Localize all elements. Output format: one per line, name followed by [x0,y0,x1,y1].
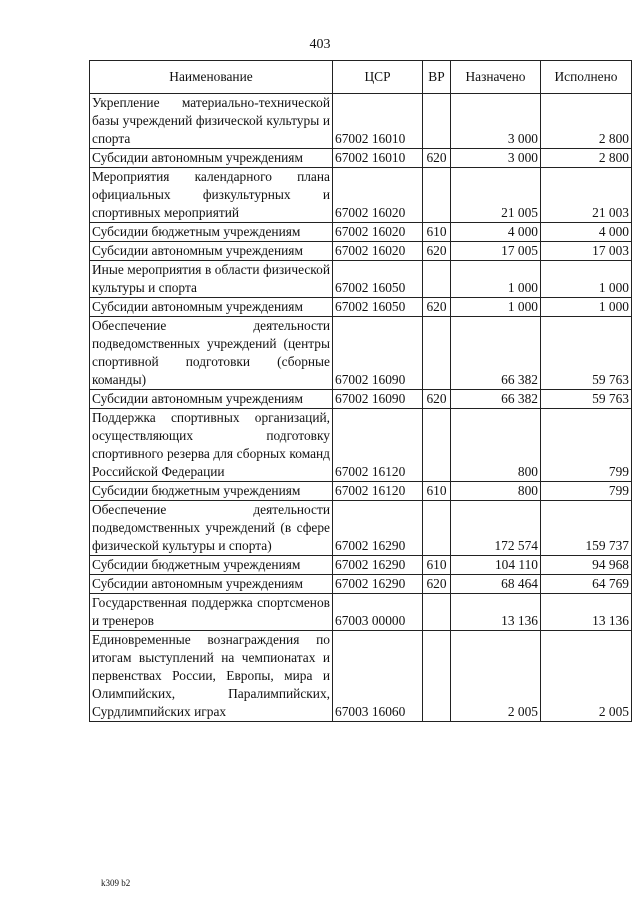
row-name: Единовременные вознаграждения по итогам выступлений на чемпионатах и первенствах России, Европы, мира и Олимпийских, Паралимпийских, Сурдлимпийских играх [90,631,333,722]
row-planned: 2 005 [451,631,541,722]
row-csr: 67002 16290 [333,501,423,556]
row-executed: 799 [541,482,632,501]
row-name: Субсидии бюджетным учреждениям [90,223,333,242]
row-name: Субсидии автономным учреждениям [90,242,333,261]
row-vr: 620 [423,390,451,409]
row-csr: 67002 16050 [333,261,423,298]
row-planned: 13 136 [451,594,541,631]
row-vr: 610 [423,223,451,242]
row-csr: 67002 16290 [333,556,423,575]
row-name: Государственная поддержка спортсменов и тренеров [90,594,333,631]
table-row [90,261,632,298]
row-csr: 67002 16050 [333,298,423,317]
row-name: Субсидии автономным учреждениям [90,575,333,594]
row-executed: 799 [541,409,632,482]
row-executed: 64 769 [541,575,632,594]
row-vr: 610 [423,556,451,575]
row-vr [423,501,451,556]
row-vr [423,261,451,298]
table-row [90,94,632,149]
row-csr: 67002 16120 [333,482,423,501]
row-csr: 67003 00000 [333,594,423,631]
row-name: Субсидии бюджетным учреждениям [90,482,333,501]
table-row [90,501,632,556]
table-row [90,298,632,317]
table-row [90,149,632,168]
header-executed: Исполнено [541,61,632,94]
row-planned: 3 000 [451,94,541,149]
row-executed: 13 136 [541,594,632,631]
row-csr: 67002 16020 [333,242,423,261]
row-executed: 4 000 [541,223,632,242]
table-row [90,242,632,261]
row-executed: 17 003 [541,242,632,261]
row-planned: 66 382 [451,317,541,390]
row-vr [423,168,451,223]
row-executed: 59 763 [541,317,632,390]
row-vr [423,409,451,482]
row-csr: 67002 16090 [333,390,423,409]
table-row [90,556,632,575]
table-row [90,631,632,722]
row-planned: 66 382 [451,390,541,409]
table-row [90,390,632,409]
row-executed: 1 000 [541,298,632,317]
row-csr: 67002 16020 [333,223,423,242]
row-name: Субсидии автономным учреждениям [90,298,333,317]
table-row [90,317,632,390]
row-vr [423,317,451,390]
row-executed: 59 763 [541,390,632,409]
row-csr: 67002 16020 [333,168,423,223]
header-vr: ВР [423,61,451,94]
table-header-row [90,61,632,94]
row-vr [423,94,451,149]
row-executed: 159 737 [541,501,632,556]
table-row [90,594,632,631]
row-executed: 2 005 [541,631,632,722]
row-vr: 610 [423,482,451,501]
row-planned: 800 [451,482,541,501]
row-name: Субсидии бюджетным учреждениям [90,556,333,575]
row-vr: 620 [423,298,451,317]
row-vr: 620 [423,575,451,594]
table-row [90,575,632,594]
row-csr: 67002 16090 [333,317,423,390]
row-name: Мероприятия календарного плана официальных физкультурных и спортивных мероприятий [90,168,333,223]
row-executed: 94 968 [541,556,632,575]
row-name: Поддержка спортивных организаций, осуществляющих подготовку спортивного резерва для сборных команд Российской Федерации [90,409,333,482]
row-executed: 2 800 [541,94,632,149]
row-vr [423,594,451,631]
row-csr: 67002 16010 [333,94,423,149]
row-planned: 1 000 [451,298,541,317]
row-vr: 620 [423,242,451,261]
row-planned: 1 000 [451,261,541,298]
table-row [90,223,632,242]
row-name: Укрепление материально-технической базы учреждений физической культуры и спорта [90,94,333,149]
header-csr: ЦСР [333,61,423,94]
header-planned: Назначено [451,61,541,94]
row-executed: 2 800 [541,149,632,168]
row-csr: 67003 16060 [333,631,423,722]
row-csr: 67002 16010 [333,149,423,168]
row-vr [423,631,451,722]
row-vr: 620 [423,149,451,168]
row-planned: 104 110 [451,556,541,575]
header-name: Наименование [90,61,333,94]
budget-table [89,60,632,722]
footer-code: k309 b2 [101,878,131,888]
page-number: 403 [309,37,331,52]
row-planned: 68 464 [451,575,541,594]
row-executed: 21 003 [541,168,632,223]
row-executed: 1 000 [541,261,632,298]
row-planned: 21 005 [451,168,541,223]
row-planned: 17 005 [451,242,541,261]
row-planned: 4 000 [451,223,541,242]
table-row [90,168,632,223]
row-name: Иные мероприятия в области физической культуры и спорта [90,261,333,298]
table-row [90,482,632,501]
row-planned: 3 000 [451,149,541,168]
row-name: Обеспечение деятельности подведомственных учреждений (в сфере физической культуры и спорта) [90,501,333,556]
row-csr: 67002 16120 [333,409,423,482]
row-csr: 67002 16290 [333,575,423,594]
row-name: Обеспечение деятельности подведомственных учреждений (центры спортивной подготовки (сборные команды) [90,317,333,390]
row-planned: 800 [451,409,541,482]
table-row [90,409,632,482]
row-name: Субсидии автономным учреждениям [90,149,333,168]
row-name: Субсидии автономным учреждениям [90,390,333,409]
row-planned: 172 574 [451,501,541,556]
